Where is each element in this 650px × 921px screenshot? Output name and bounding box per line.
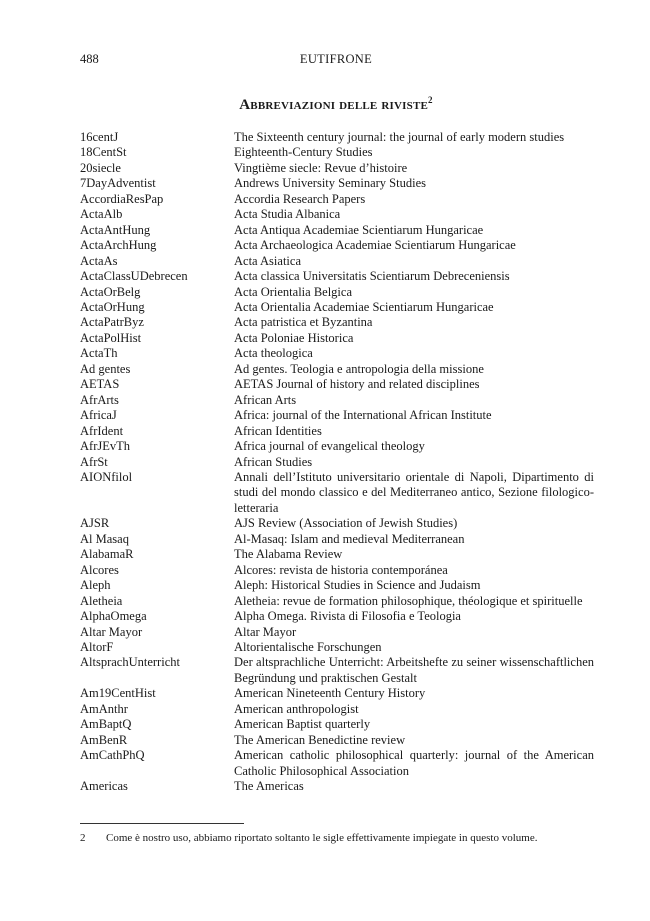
abbreviation-code: AIONfilol xyxy=(80,469,133,484)
journal-title: Acta classica Universitatis Scientiarum Debreceniensis xyxy=(234,269,510,284)
abbreviation-entry xyxy=(80,377,594,392)
abbreviation-entry xyxy=(80,408,594,423)
abbreviation-entry xyxy=(80,655,594,686)
abbreviation-entry xyxy=(80,532,594,547)
abbreviation-code: AccordiaResPap xyxy=(80,191,164,206)
abbreviation-entry xyxy=(80,609,594,624)
journal-title: Africa: journal of the International African Institute xyxy=(234,408,492,423)
journal-title: Annali dell’Istituto universitario orientale di Napoli, Dipartimento di studi del mondo classico e del Mediterraneo antico, Sezione filologico-letteraria xyxy=(234,469,594,515)
abbreviation-code: Americas xyxy=(80,779,128,794)
abbreviation-entry xyxy=(80,702,594,717)
abbreviation-code: 16centJ xyxy=(80,130,119,144)
journal-title: Alpha Omega. Rivista di Filosofia e Teologia xyxy=(234,609,461,624)
abbreviation-entry xyxy=(80,779,594,794)
journal-title: American Baptist quarterly xyxy=(234,717,371,732)
journal-title: Andrews University Seminary Studies xyxy=(234,176,426,191)
abbreviation-code: AlphaOmega xyxy=(80,609,147,624)
journal-title: Acta Orientalia Belgica xyxy=(234,284,352,299)
abbreviation-entry xyxy=(80,176,594,191)
journal-title: African Identities xyxy=(234,423,322,438)
running-title: EUTIFRONE xyxy=(299,52,373,66)
journal-title: American Nineteenth Century History xyxy=(234,686,426,701)
abbreviation-code: AfrIdent xyxy=(80,423,124,438)
abbreviation-entry xyxy=(80,192,594,207)
journal-title: Alcores: revista de historia contemporánea xyxy=(234,562,448,577)
abbreviation-code: AltsprachUnterricht xyxy=(80,655,180,670)
abbreviation-entry xyxy=(80,223,594,238)
abbreviation-entry xyxy=(80,455,594,470)
abbreviation-entry xyxy=(80,207,594,222)
journal-title: Acta theologica xyxy=(234,346,313,361)
section-title-text: Abbreviazioni delle riviste xyxy=(239,97,429,113)
abbreviation-code: ActaOrHung xyxy=(80,299,145,314)
abbreviation-code: 7DayAdventist xyxy=(80,176,156,191)
abbreviation-code: Aleph xyxy=(80,578,111,593)
abbreviation-code: Aletheia xyxy=(80,593,123,608)
abbreviation-entry xyxy=(80,238,594,253)
abbreviation-entry xyxy=(80,424,594,439)
footnote-reference[interactable]: 2 xyxy=(428,95,433,105)
footnote-text: Come è nostro uso, abbiamo riportato soltanto le sigle effettivamente impiegate in questo volume. xyxy=(106,832,538,844)
journal-title: Acta Archaeologica Academiae Scientiarum Hungaricae xyxy=(234,238,516,253)
journal-title: African Studies xyxy=(234,454,313,469)
abbreviation-entry xyxy=(80,439,594,454)
abbreviation-code: ActaClassUDebrecen xyxy=(80,269,188,284)
abbreviation-code: ActaAntHung xyxy=(80,222,151,237)
journal-title: American catholic philosophical quarterly: journal of the American Catholic Philosophical Association xyxy=(234,748,594,778)
abbreviation-entry xyxy=(80,269,594,284)
journal-title: Africa journal of evangelical theology xyxy=(234,439,425,454)
journal-title: Al-Masaq: Islam and medieval Mediterranean xyxy=(234,531,465,546)
abbreviation-entry xyxy=(80,748,594,779)
abbreviation-entry xyxy=(80,130,594,145)
abbreviation-code: Alcores xyxy=(80,562,119,577)
journal-title: Altar Mayor xyxy=(234,624,297,639)
abbreviation-code: AmAnthr xyxy=(80,701,128,716)
abbreviation-entry xyxy=(80,578,594,593)
journal-title: Ad gentes. Teologia e antropologia della missione xyxy=(234,361,484,376)
abbreviation-code: AETAS xyxy=(80,377,120,392)
journal-title: Acta Poloniae Historica xyxy=(234,330,354,345)
abbreviation-entry xyxy=(80,563,594,578)
journal-title: Vingtième siecle: Revue d’histoire xyxy=(234,160,408,175)
abbreviation-entry xyxy=(80,733,594,748)
abbreviation-code: ActaTh xyxy=(80,346,118,361)
abbreviation-entry xyxy=(80,717,594,732)
abbreviation-code: ActaAs xyxy=(80,253,118,268)
journal-title: Acta Studia Albanica xyxy=(234,207,341,222)
journal-title: American anthropologist xyxy=(234,701,359,716)
journal-title: African Arts xyxy=(234,392,297,407)
abbreviation-code: AfrArts xyxy=(80,392,119,407)
journal-title: Altorientalische Forschungen xyxy=(234,639,382,654)
page-header xyxy=(80,52,592,70)
footnote-rule xyxy=(80,823,244,824)
abbreviation-entry xyxy=(80,686,594,701)
abbreviation-entry xyxy=(80,145,594,160)
abbreviation-code: AmBenR xyxy=(80,732,128,747)
abbreviation-code: Altar Mayor xyxy=(80,624,143,639)
abbreviation-entry xyxy=(80,362,594,377)
abbreviation-entry xyxy=(80,315,594,330)
journal-title: Acta Orientalia Academiae Scientiarum Hungaricae xyxy=(234,299,494,314)
abbreviation-code: ActaPolHist xyxy=(80,330,142,345)
footnote xyxy=(80,832,594,844)
abbreviation-code: Am19CentHist xyxy=(80,686,156,701)
abbreviation-code: ActaAlb xyxy=(80,207,123,222)
abbreviation-entry xyxy=(80,254,594,269)
abbreviation-entry xyxy=(80,470,594,516)
abbreviation-code: AfrJEvTh xyxy=(80,439,130,454)
journal-title: Acta Asiatica xyxy=(234,253,301,268)
abbreviation-code: AltorF xyxy=(80,639,114,654)
journal-title: The Alabama Review xyxy=(234,547,343,562)
abbreviation-entry xyxy=(80,285,594,300)
abbreviation-entry xyxy=(80,640,594,655)
abbreviation-code: 18CentSt xyxy=(80,145,127,160)
journal-title: Der altsprachliche Unterricht: Arbeitshefte zu seiner wissenschaftlichen Begründung und praktischen Gestalt xyxy=(234,655,594,685)
journal-title: AJS Review (Association of Jewish Studies) xyxy=(234,516,458,531)
abbreviation-code: AlabamaR xyxy=(80,547,134,562)
abbreviation-code: AfricaJ xyxy=(80,408,117,423)
journal-title: Accordia Research Papers xyxy=(234,191,366,206)
abbreviation-entry xyxy=(80,300,594,315)
footnote-number: 2 xyxy=(80,832,86,844)
abbreviation-code: ActaArchHung xyxy=(80,238,157,253)
abbreviation-entry xyxy=(80,331,594,346)
abbreviation-entry xyxy=(80,547,594,562)
journal-title: The Americas xyxy=(234,779,304,794)
journal-title: Acta Antiqua Academiae Scientiarum Hungaricae xyxy=(234,222,484,237)
abbreviation-entry xyxy=(80,516,594,531)
abbreviation-entry xyxy=(80,346,594,361)
journal-title: Acta patristica et Byzantina xyxy=(234,315,373,330)
abbreviation-entry xyxy=(80,161,594,176)
journal-title: Aletheia: revue de formation philosophique, théologique et spirituelle xyxy=(234,593,583,608)
section-title xyxy=(80,95,592,114)
journal-title: Aleph: Historical Studies in Science and Judaism xyxy=(234,578,481,593)
abbreviation-code: Al Masaq xyxy=(80,531,129,546)
abbreviation-entry xyxy=(80,393,594,408)
journal-title: Eighteenth-Century Studies xyxy=(234,145,373,160)
abbreviation-code: AmCathPhQ xyxy=(80,748,145,763)
abbreviation-code: ActaOrBelg xyxy=(80,284,141,299)
abbreviation-code: AJSR xyxy=(80,516,110,531)
abbreviation-code: Ad gentes xyxy=(80,361,131,376)
abbreviation-list xyxy=(80,130,594,794)
abbreviation-entry xyxy=(80,625,594,640)
abbreviation-entry xyxy=(80,594,594,609)
abbreviation-code: 20siecle xyxy=(80,160,121,175)
page-number: 488 xyxy=(80,52,99,66)
journal-title: The American Benedictine review xyxy=(234,732,406,747)
abbreviation-code: AfrSt xyxy=(80,454,108,469)
abbreviation-code: AmBaptQ xyxy=(80,717,132,732)
abbreviation-code: ActaPatrByz xyxy=(80,315,144,330)
journal-title: AETAS Journal of history and related disciplines xyxy=(234,377,480,392)
journal-title: The Sixteenth century journal: the journal of early modern studies xyxy=(234,130,565,144)
